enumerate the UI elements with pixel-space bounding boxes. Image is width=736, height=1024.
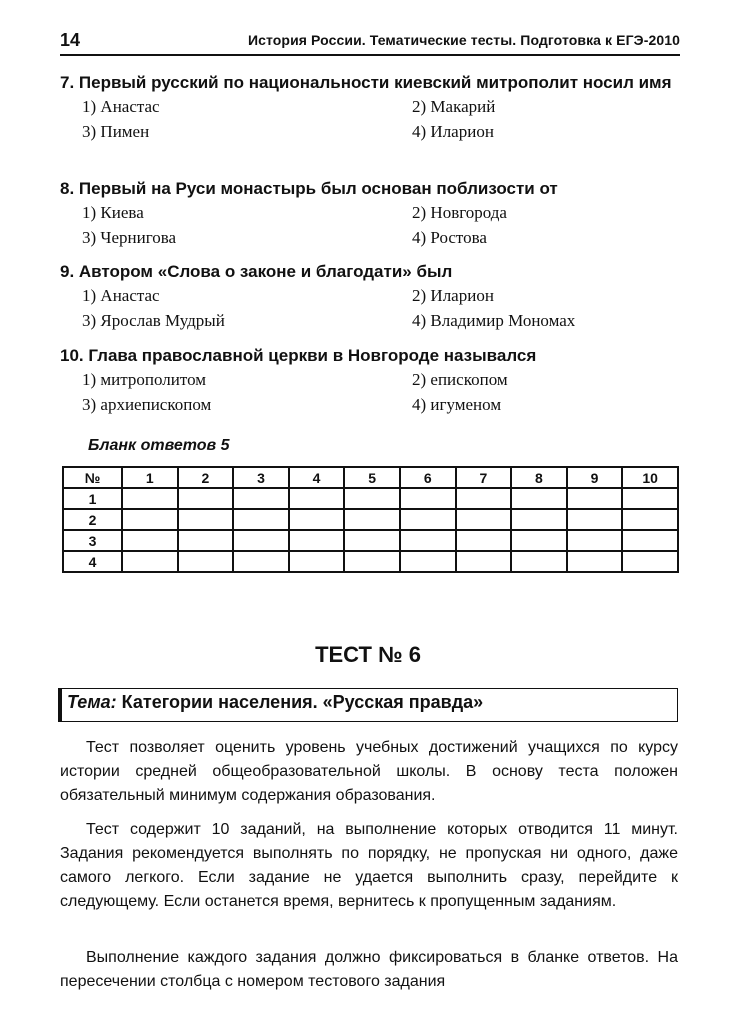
option-3: 3) Пимен xyxy=(82,122,150,141)
answer-cell[interactable] xyxy=(622,509,678,530)
option-2: 2) Иларион xyxy=(412,286,494,305)
question-7 xyxy=(60,72,680,144)
option-2: 2) Макарий xyxy=(412,97,496,116)
answer-cell[interactable] xyxy=(567,551,623,572)
answer-cell[interactable] xyxy=(289,509,345,530)
header-cell: 8 xyxy=(511,467,567,488)
option-3: 3) Чернигова xyxy=(82,228,177,247)
answer-cell[interactable] xyxy=(456,530,512,551)
header-cell: 2 xyxy=(178,467,234,488)
answer-cell[interactable] xyxy=(289,551,345,572)
option-1: 1) митрополитом xyxy=(82,370,206,389)
answer-cell[interactable] xyxy=(122,551,178,572)
page-number: 14 xyxy=(60,30,81,50)
answer-cell[interactable] xyxy=(456,488,512,509)
answer-cell[interactable] xyxy=(289,530,345,551)
header-cell: 4 xyxy=(289,467,345,488)
paragraph-3: Выполнение каждого задания должно фиксироваться в бланке ответов. На пересечении столбца с номером тестового задания xyxy=(60,949,678,990)
answer-cell[interactable] xyxy=(622,530,678,551)
running-title: История России. Тематические тесты. Подготовка к ЕГЭ-2010 xyxy=(247,32,680,48)
answer-cell[interactable] xyxy=(511,488,567,509)
answer-cell[interactable] xyxy=(344,530,400,551)
question-title: 7. Первый русский по национальности киевский митрополит носил имя xyxy=(60,73,672,92)
answer-cell[interactable] xyxy=(178,530,234,551)
row-label: 2 xyxy=(63,509,122,530)
question-options xyxy=(60,367,680,417)
header-cell: 1 xyxy=(122,467,178,488)
paragraph-2: Тест содержит 10 заданий, на выполнение которых отводится 11 минут. Задания рекомендуется выполнять по порядку, не пропуская ни одного, даже самого легкого. Если задание не удается выполнить сразу, перейдите к следующему. Если останется время, вернитесь к пропущенным заданиям. xyxy=(60,821,678,910)
table-row xyxy=(63,551,678,572)
option-4: 4) игуменом xyxy=(412,395,502,414)
answer-cell[interactable] xyxy=(400,509,456,530)
answer-cell[interactable] xyxy=(122,509,178,530)
table-row xyxy=(63,530,678,551)
question-10 xyxy=(60,345,680,417)
row-label: 3 xyxy=(63,530,122,551)
header-cell: № xyxy=(63,467,122,488)
answer-cell[interactable] xyxy=(178,551,234,572)
option-2: 2) епископом xyxy=(412,370,508,389)
answer-cell[interactable] xyxy=(233,488,289,509)
header-cell: 6 xyxy=(400,467,456,488)
answer-cell[interactable] xyxy=(233,551,289,572)
theme-line xyxy=(67,692,483,713)
answer-cell[interactable] xyxy=(344,509,400,530)
answer-cell[interactable] xyxy=(622,551,678,572)
option-2: 2) Новгорода xyxy=(412,203,507,222)
theme-label: Тема: xyxy=(67,692,117,712)
answer-sheet-table xyxy=(62,466,679,573)
answer-cell[interactable] xyxy=(344,488,400,509)
answer-cell[interactable] xyxy=(178,509,234,530)
answer-cell[interactable] xyxy=(567,509,623,530)
question-title: 10. Глава православной церкви в Новгороде назывался xyxy=(60,346,537,365)
question-8 xyxy=(60,178,680,250)
theme-accent-bar xyxy=(59,689,62,721)
answer-cell[interactable] xyxy=(122,530,178,551)
answer-cell[interactable] xyxy=(289,488,345,509)
row-label: 1 xyxy=(63,488,122,509)
option-1: 1) Киева xyxy=(82,203,144,222)
option-4: 4) Иларион xyxy=(412,122,494,141)
answer-cell[interactable] xyxy=(400,488,456,509)
answer-cell[interactable] xyxy=(233,509,289,530)
option-4: 4) Владимир Мономах xyxy=(412,311,576,330)
table-row xyxy=(63,509,678,530)
paragraph-1: Тест позволяет оценить уровень учебных достижений учащихся по курсу истории средней общеобразовательной школы. В основу теста положен обязательный минимум содержания образования. xyxy=(60,739,678,804)
question-title: 8. Первый на Руси монастырь был основан поблизости от xyxy=(60,179,558,198)
question-options xyxy=(60,283,680,333)
answer-cell[interactable] xyxy=(400,530,456,551)
option-3: 3) архиепископом xyxy=(82,395,212,414)
answer-cell[interactable] xyxy=(456,509,512,530)
question-options xyxy=(60,200,680,250)
option-3: 3) Ярослав Мудрый xyxy=(82,311,225,330)
option-4: 4) Ростова xyxy=(412,228,487,247)
table-header-row xyxy=(63,467,678,488)
answer-cell[interactable] xyxy=(344,551,400,572)
answer-sheet-title: Бланк ответов 5 xyxy=(88,437,230,454)
answer-cell[interactable] xyxy=(233,530,289,551)
answer-cell[interactable] xyxy=(511,530,567,551)
option-1: 1) Анастас xyxy=(82,97,160,116)
answer-cell[interactable] xyxy=(567,530,623,551)
table-row xyxy=(63,488,678,509)
answer-cell[interactable] xyxy=(511,509,567,530)
theme-text: Категории населения. «Русская правда» xyxy=(121,692,484,712)
header-cell: 10 xyxy=(622,467,678,488)
question-title: 9. Автором «Слова о законе и благодати» был xyxy=(60,262,453,281)
option-1: 1) Анастас xyxy=(82,286,160,305)
page-header xyxy=(60,30,680,56)
row-label: 4 xyxy=(63,551,122,572)
answer-cell[interactable] xyxy=(511,551,567,572)
header-cell: 3 xyxy=(233,467,289,488)
header-cell: 7 xyxy=(456,467,512,488)
answer-cell[interactable] xyxy=(456,551,512,572)
theme-box xyxy=(58,688,678,722)
question-9 xyxy=(60,261,680,333)
answer-cell[interactable] xyxy=(122,488,178,509)
answer-cell[interactable] xyxy=(567,488,623,509)
test-title: ТЕСТ № 6 xyxy=(315,642,421,667)
question-options xyxy=(60,94,680,144)
answer-cell[interactable] xyxy=(400,551,456,572)
header-cell: 5 xyxy=(344,467,400,488)
answer-cell[interactable] xyxy=(622,488,678,509)
header-cell: 9 xyxy=(567,467,623,488)
answer-cell[interactable] xyxy=(178,488,234,509)
